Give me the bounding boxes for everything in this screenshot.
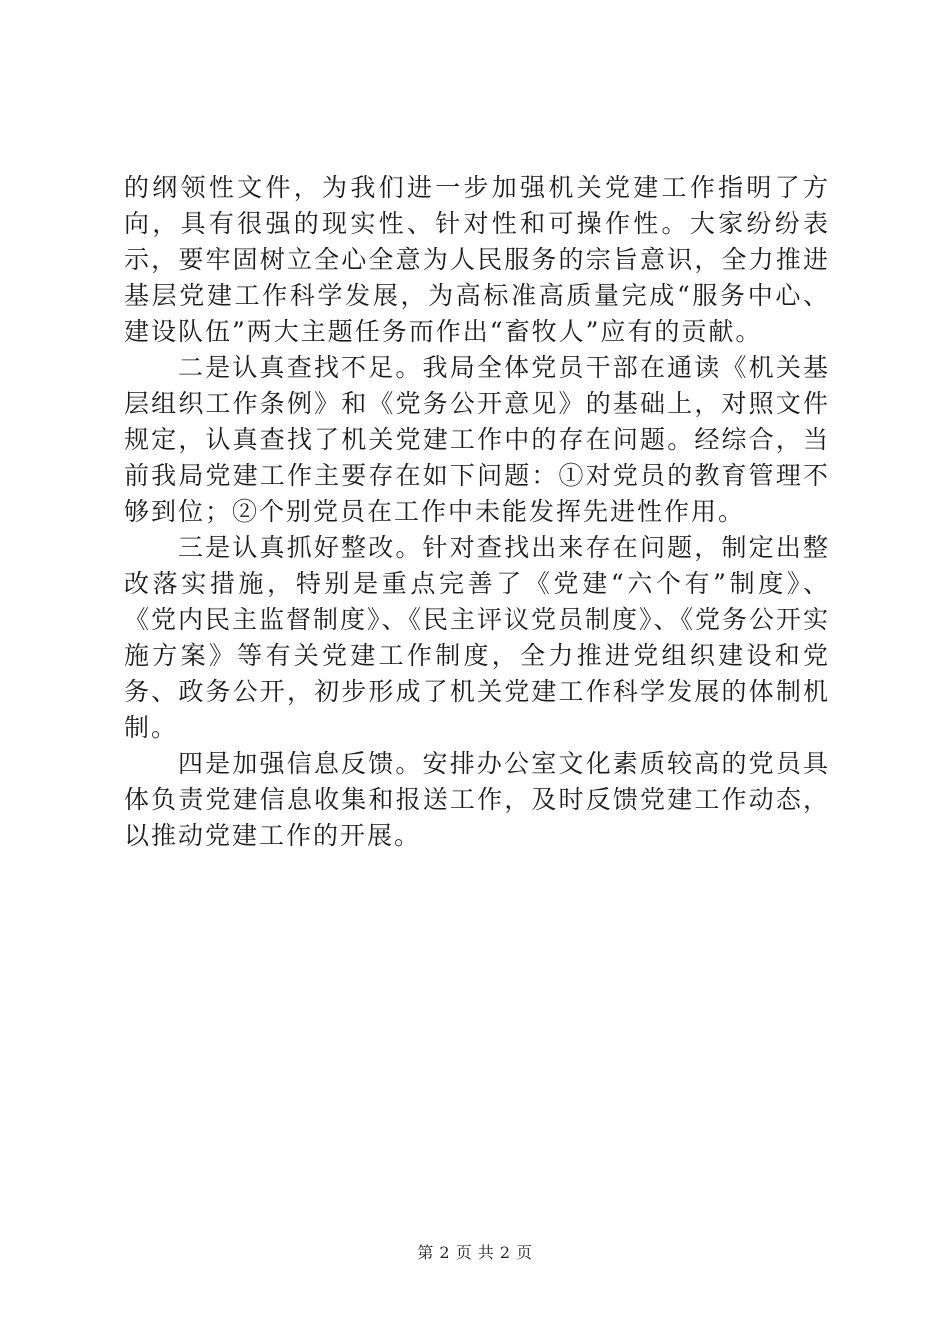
paragraph-information-feedback: 四是加强信息反馈。安排办公室文化素质较高的党员具体负责党建信息收集和报送工作，及时反馈党建工作动态，以推动党建工作的开展。 (124, 749, 830, 850)
paragraph-continuation: 的纲领性文件，为我们进一步加强机关党建工作指明了方向，具有很强的现实性、针对性和可操作性。大家纷纷表示，要牢固树立全心全意为人民服务的宗旨意识，全力推进基层党建工作科学发展，为高标准高质量完成“服务中心、建设队伍”两大主题任务而作出“畜牧人”应有的贡献。 (124, 173, 830, 346)
document-body (124, 170, 830, 854)
page-number-footer: 第 2 页 共 2 页 (417, 1243, 533, 1262)
paragraph-rectification: 三是认真抓好整改。针对查找出来存在问题，制定出整改落实措施，特别是重点完善了《党建“六个有”制度》、《党内民主监督制度》、《民主评议党员制度》、《党务公开实施方案》等有关党建工作制度，全力推进党组织建设和党务、政务公开，初步形成了机关党建工作科学发展的体制机制。 (124, 533, 831, 742)
paragraph-find-shortcomings: 二是认真查找不足。我局全体党员干部在通读《机关基层组织工作条例》和《党务公开意见》的基础上，对照文件规定，认真查找了机关党建工作中的存在问题。经综合，当前我局党建工作主要存在如下问题：①对党员的教育管理不够到位；②个别党员在工作中未能发挥先进性作用。 (124, 353, 830, 526)
